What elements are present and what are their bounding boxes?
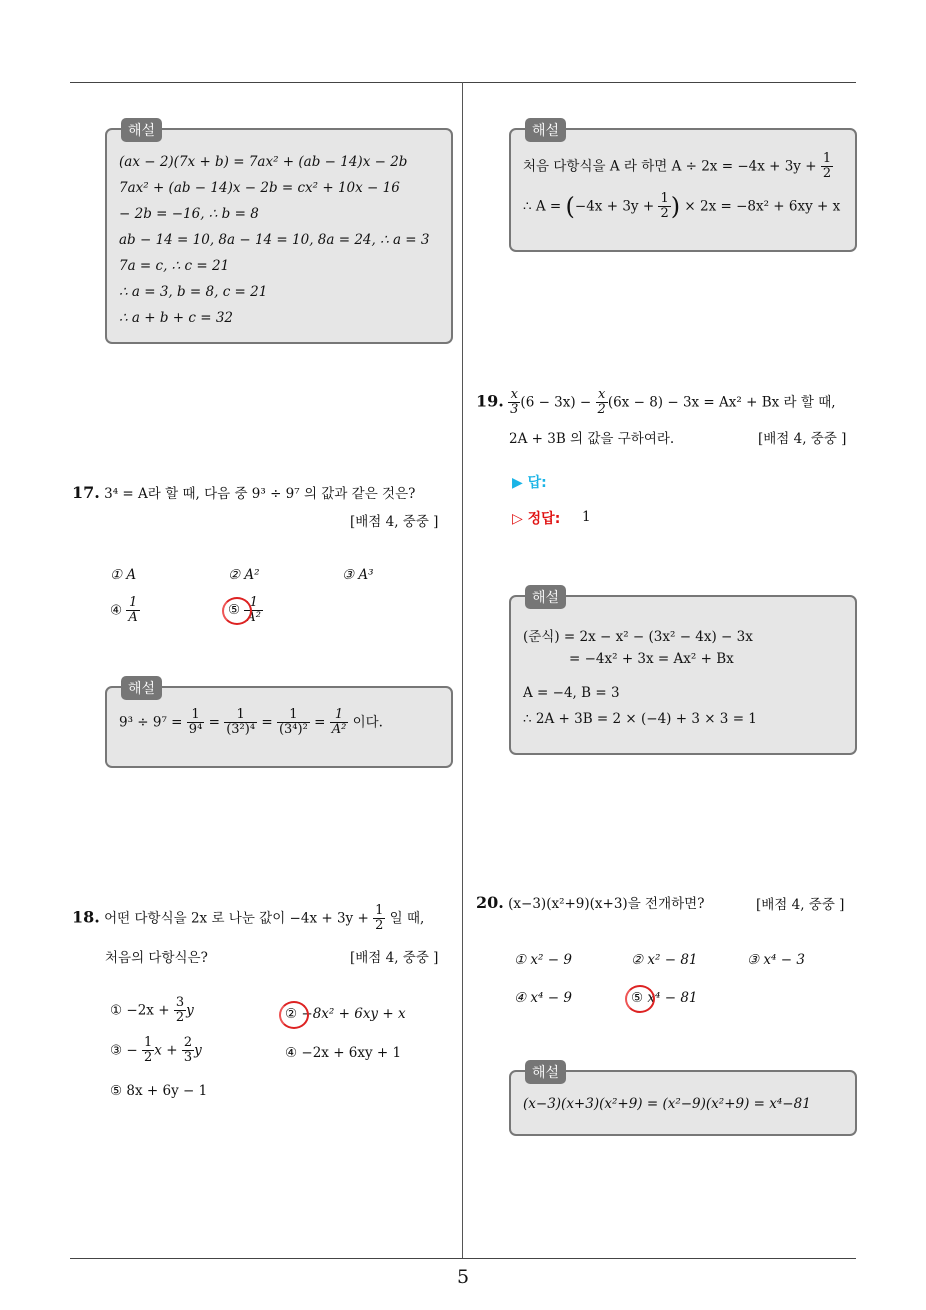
- option-marker: ⑤: [228, 602, 240, 618]
- solution-line: (x−3)(x+3)(x²+9) = (x²−9)(x²+9) = x⁴−81: [523, 1096, 811, 1112]
- question-text: 처음의 다항식은?: [105, 950, 208, 966]
- solution-line: (준식) = 2x − x² − (3x² − 4x) − 3x: [523, 629, 753, 645]
- option-4[interactable]: ④ −2x + 6xy + 1: [285, 1045, 402, 1061]
- fraction: $\frac{1}{2}$: [660, 191, 669, 222]
- option-3[interactable]: ③ − $\frac{1}{2}$ x + $\frac{2}{3}$ y: [110, 1035, 202, 1066]
- solution-line: ∴ a = 3, b = 8, c = 21: [119, 284, 268, 300]
- fraction: $\frac{x}{2}$: [597, 387, 606, 418]
- solution-tag: 해설: [525, 118, 566, 142]
- fraction: $\frac{2}{3}$: [183, 1035, 193, 1066]
- solution-box-17: [105, 681, 453, 768]
- solution-box-19: [509, 590, 857, 755]
- fraction: $\frac{1}{2}$: [144, 1035, 153, 1066]
- solution-tag: 해설: [525, 1060, 566, 1084]
- question-meta: [배점 4, 중중 ]: [756, 897, 845, 913]
- question-text: (x−3)(x²+9)(x+3)을 전개하면?: [508, 896, 705, 912]
- bottom-rule: [70, 1258, 856, 1259]
- question-17: [72, 482, 415, 502]
- fraction: $\frac{1}{\text{9⁴}}$: [188, 707, 203, 738]
- question-number: 19.: [476, 391, 504, 411]
- question-meta: [배점 4, 중중 ]: [350, 950, 439, 966]
- solution-box-20: [509, 1065, 857, 1136]
- question-text: 어떤 다항식을 2x 로 나눈 값이 −4x + 3y +: [104, 910, 369, 927]
- fraction: $\frac{1}{\text{(3⁴)²}}$: [278, 707, 308, 738]
- solution-line: ∴ 2A + 3B = 2 × (−4) + 3 × 3 = 1: [523, 711, 757, 727]
- option-1[interactable]: ① −2x + $\frac{3}{2}$ y: [110, 995, 194, 1026]
- option-5-selected[interactable]: ⑤ x⁴ − 81: [631, 990, 698, 1006]
- fraction: $\frac{1}{2}$: [822, 151, 832, 182]
- option-4[interactable]: ④ x⁴ − 9: [514, 990, 572, 1006]
- question-20: [476, 892, 704, 912]
- option-marker: ⑤: [631, 990, 643, 1006]
- option-2[interactable]: ② x² − 81: [631, 952, 698, 968]
- option-2-selected[interactable]: ② −8x² + 6xy + x: [285, 1006, 406, 1022]
- solution-box-16: [105, 123, 453, 344]
- solution-tag: 해설: [121, 676, 162, 700]
- fraction: $\frac{1}{A}$: [128, 595, 138, 626]
- solution-line: 7a = c, ∴ c = 21: [119, 258, 230, 274]
- question-number: 20.: [476, 893, 504, 912]
- option-1[interactable]: ① A: [110, 567, 137, 583]
- correct-answer-label: ▷ 정답:: [512, 511, 561, 527]
- solution-line: − 2b = −16, ∴ b = 8: [119, 206, 259, 222]
- fraction: $\frac{3}{2}$: [175, 995, 185, 1026]
- solution-box-18: [509, 123, 857, 252]
- option-marker: ②: [285, 1006, 297, 1022]
- question-text: 2A + 3B 의 값을 구하여라.: [509, 431, 675, 447]
- fraction: $\frac{x}{3}$: [510, 387, 519, 418]
- question-text: 3⁴ = A라 할 때, 다음 중 9³ ÷ 9⁷ 의 값과 같은 것은?: [104, 486, 416, 502]
- question-19: 19. $\frac{x}{3}$ (6 − 3x) − $\frac{x}{2}$ (6x − 8) − 3x = Ax² + Bx 라 할 때,: [476, 387, 836, 418]
- solution-line: 7ax² + (ab − 14)x − 2b = cx² + 10x − 16: [119, 180, 400, 196]
- solution-line: 처음 다항식을 A 라 하면 A ÷ 2x = −4x + 3y + $\frac{1}{2}$: [523, 151, 832, 182]
- option-3[interactable]: ③ A³: [342, 567, 374, 583]
- option-3[interactable]: ③ x⁴ − 3: [747, 952, 805, 968]
- option-4[interactable]: [110, 596, 140, 626]
- question-number: 18.: [72, 907, 100, 927]
- fraction: $\frac{1}{2}$: [375, 903, 384, 934]
- option-5-selected[interactable]: [228, 596, 263, 626]
- question-meta: [배점 4, 중중 ]: [758, 431, 847, 447]
- solution-tag: 해설: [525, 585, 566, 609]
- question-18: [72, 904, 424, 934]
- solution-line: 9³ ÷ 9⁷ = $\frac{1}{\text{9⁴}}$ = $\frac{1}{\text{(3²)⁴}}$ = $\frac{1}{\text{(3⁴)²}}$ = $\frac{1}{\text{A²}}$ 이다.: [119, 707, 383, 738]
- option-2[interactable]: ② A²: [228, 567, 260, 583]
- solution-line: (ax − 2)(7x + b) = 7ax² + (ab − 14)x − 2b: [119, 154, 408, 170]
- question-meta: [배점 4, 중중 ]: [350, 514, 439, 530]
- correct-answer-value: 1: [582, 509, 591, 525]
- option-1[interactable]: ① x² − 9: [514, 952, 572, 968]
- option-5[interactable]: ⑤ 8x + 6y − 1: [110, 1083, 208, 1099]
- solution-tag: 해설: [121, 118, 162, 142]
- answer-circle-icon: [625, 985, 655, 1013]
- solution-line: A = −4, B = 3: [523, 685, 620, 701]
- answer-circle-icon: [279, 1001, 309, 1029]
- fraction: $\frac{1}{\text{(3²)⁴}}$: [226, 707, 256, 738]
- page-number: 5: [456, 1266, 470, 1288]
- solution-line: = −4x² + 3x = Ax² + Bx: [569, 651, 734, 667]
- fraction: $\frac{1}{\text{A²}}$: [246, 595, 262, 626]
- solution-line: ab − 14 = 10, 8a − 14 = 10, 8a = 24, ∴ a = 3: [119, 232, 430, 248]
- question-text: 일 때,: [389, 910, 425, 927]
- solution-line: ∴ a + b + c = 32: [119, 310, 233, 326]
- answer-label: ▶ 답:: [512, 475, 547, 491]
- solution-line: ∴ A = (−4x + 3y + $\frac{1}{2}$ ) × 2x = −8x² + 6xy + x: [523, 191, 841, 222]
- fraction: $\frac{1}{\text{A²}}$: [331, 707, 347, 738]
- column-divider: [462, 82, 463, 1258]
- question-number: 17.: [72, 483, 100, 502]
- option-marker: ④: [110, 602, 123, 619]
- top-rule: [70, 82, 856, 83]
